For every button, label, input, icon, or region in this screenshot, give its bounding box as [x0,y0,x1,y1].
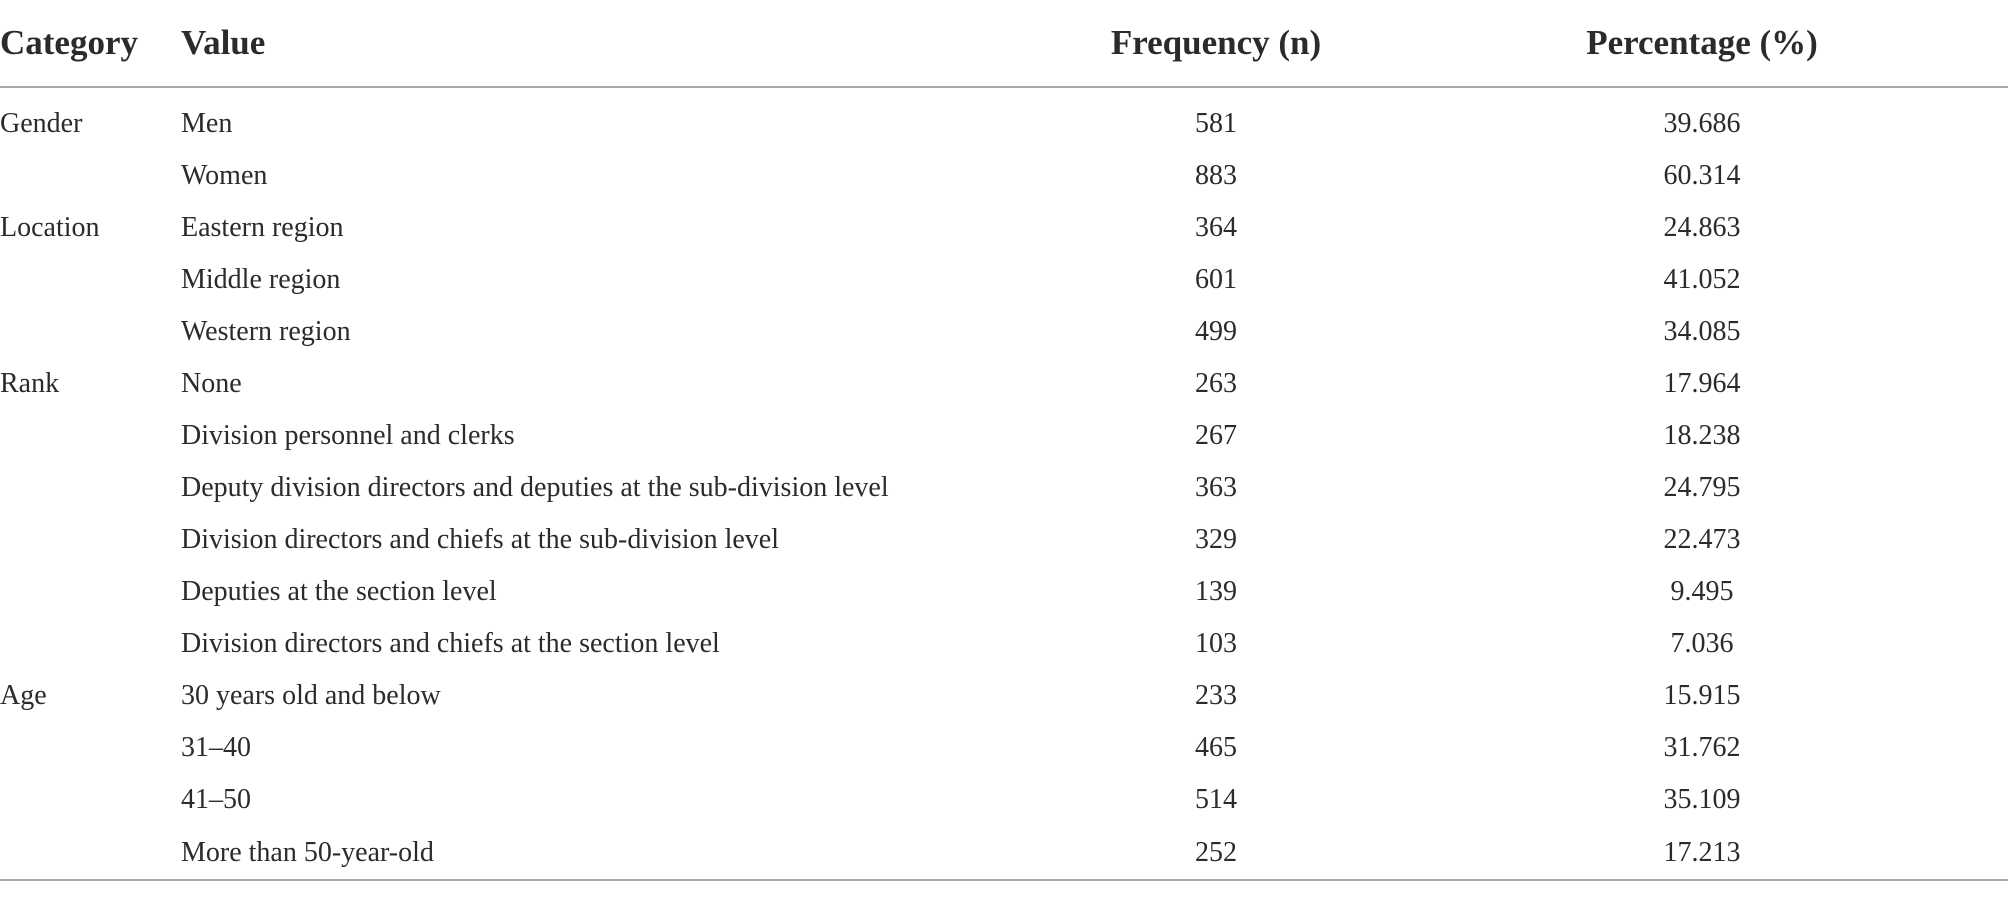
table-row [0,98,2008,150]
cell-category [0,566,181,618]
cell-value: None [181,368,242,399]
cell-category [0,306,181,358]
cell-frequency: 581 [1195,108,1237,139]
cell-frequency: 103 [1195,628,1237,659]
cell-frequency: 514 [1195,784,1237,815]
cell-percentage: 39.686 [1663,108,1741,139]
table-row [0,150,2008,202]
cell-value: Division directors and chiefs at the section level [181,628,720,659]
table-row [0,202,2008,254]
cell-percentage: 24.863 [1663,212,1741,243]
cell-category [0,514,181,566]
cell-frequency: 329 [1195,524,1237,555]
table-row [0,254,2008,306]
cell-category: Gender [0,108,83,139]
table-row [0,410,2008,462]
header-value: Value [181,0,1036,87]
table-header [0,0,2008,87]
cell-percentage: 22.473 [1663,524,1741,555]
table-row [0,774,2008,826]
table-row [0,514,2008,566]
table-row [0,618,2008,670]
cell-value: 41–50 [181,784,251,815]
cell-percentage: 31.762 [1663,732,1741,763]
cell-frequency: 233 [1195,680,1237,711]
cell-category [0,826,181,880]
cell-category [0,410,181,462]
cell-value: Western region [181,316,351,347]
cell-percentage: 24.795 [1663,472,1741,503]
cell-percentage: 35.109 [1663,784,1741,815]
cell-value: 30 years old and below [181,680,441,711]
header-frequency: Frequency (n) [1036,0,1396,87]
table-row [0,722,2008,774]
table-row [0,358,2008,410]
table-row [0,306,2008,358]
cell-category: Age [0,680,47,711]
cell-value: Deputy division directors and deputies at the sub-division level [181,472,889,503]
header-row [0,0,2008,87]
cell-frequency: 364 [1195,212,1237,243]
header-spacer [0,87,2008,98]
table-row [0,566,2008,618]
table-body [0,87,2008,880]
cell-category: Location [0,212,100,243]
cell-value: Eastern region [181,212,344,243]
cell-frequency: 363 [1195,472,1237,503]
cell-frequency: 263 [1195,368,1237,399]
cell-percentage: 15.915 [1663,680,1741,711]
cell-frequency: 465 [1195,732,1237,763]
cell-category [0,462,181,514]
cell-category [0,150,181,202]
cell-value: Division personnel and clerks [181,420,515,451]
table-row [0,462,2008,514]
cell-percentage: 17.964 [1663,368,1741,399]
cell-percentage: 17.213 [1396,826,2008,880]
header-percentage: Percentage (%) [1396,0,2008,87]
cell-value: Women [181,160,268,191]
cell-percentage: 9.495 [1670,576,1734,607]
cell-frequency: 883 [1195,160,1237,191]
cell-percentage: 34.085 [1663,316,1741,347]
cell-percentage: 18.238 [1663,420,1741,451]
cell-category [0,774,181,826]
cell-category: Rank [0,368,60,399]
table-row [0,670,2008,722]
cell-value: More than 50-year-old [181,826,1036,880]
table-row [0,826,2008,880]
cell-frequency: 267 [1195,420,1237,451]
cell-value: 31–40 [181,732,251,763]
cell-category [0,254,181,306]
cell-percentage: 41.052 [1663,264,1741,295]
cell-category [0,722,181,774]
cell-frequency: 499 [1195,316,1237,347]
cell-category [0,618,181,670]
cell-frequency: 139 [1195,576,1237,607]
cell-value: Men [181,108,233,139]
header-category: Category [0,0,181,87]
cell-percentage: 60.314 [1663,160,1741,191]
cell-frequency: 601 [1195,264,1237,295]
cell-value: Division directors and chiefs at the sub-division level [181,524,779,555]
cell-frequency: 252 [1036,826,1396,880]
cell-value: Middle region [181,264,341,295]
cell-value: Deputies at the section level [181,576,497,607]
cell-percentage: 7.036 [1670,628,1734,659]
